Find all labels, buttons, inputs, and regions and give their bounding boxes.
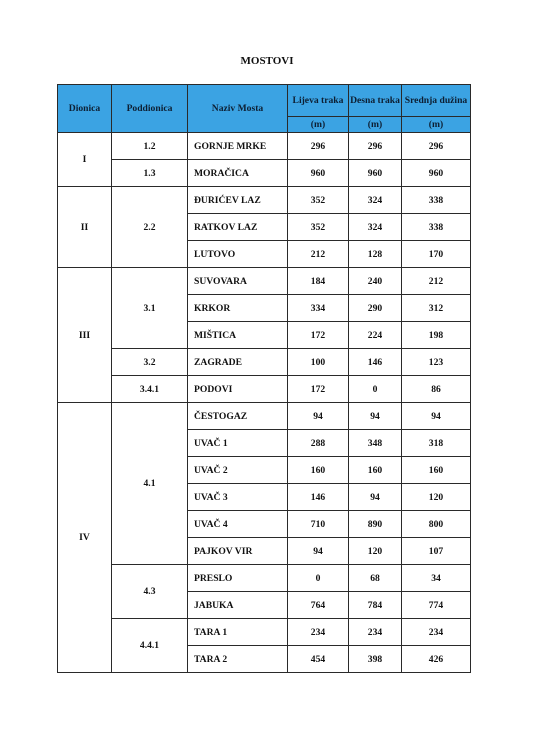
lijeva-traka-cell: 184 <box>288 268 349 295</box>
srednja-duzina-cell: 774 <box>402 592 471 619</box>
poddionica-cell: 1.2 <box>112 133 188 160</box>
desna-traka-cell: 398 <box>349 646 402 673</box>
document-title: MOSTOVI <box>240 55 294 67</box>
desna-traka-cell: 296 <box>349 133 402 160</box>
dionica-cell: IV <box>58 403 112 673</box>
srednja-duzina-cell: 198 <box>402 322 471 349</box>
header-poddionica: Poddionica <box>112 85 188 133</box>
bridge-name-cell: ĐURIĆEV LAZ <box>188 187 288 214</box>
srednja-duzina-cell: 338 <box>402 187 471 214</box>
desna-traka-cell: 290 <box>349 295 402 322</box>
bridge-name-cell: LUTOVO <box>188 241 288 268</box>
poddionica-cell: 2.2 <box>112 187 188 268</box>
bridge-name-cell: ZAGRADE <box>188 349 288 376</box>
dionica-cell: II <box>58 187 112 268</box>
lijeva-traka-cell: 288 <box>288 430 349 457</box>
poddionica-cell: 3.1 <box>112 268 188 349</box>
srednja-duzina-cell: 234 <box>402 619 471 646</box>
header-unit-lijeva: (m) <box>288 117 349 133</box>
srednja-duzina-cell: 296 <box>402 133 471 160</box>
table-row <box>58 565 471 592</box>
header-unit-srednja: (m) <box>402 117 471 133</box>
lijeva-traka-cell: 212 <box>288 241 349 268</box>
lijeva-traka-cell: 454 <box>288 646 349 673</box>
bridge-name-cell: KRKOR <box>188 295 288 322</box>
srednja-duzina-cell: 34 <box>402 565 471 592</box>
srednja-duzina-cell: 960 <box>402 160 471 187</box>
srednja-duzina-cell: 312 <box>402 295 471 322</box>
desna-traka-cell: 348 <box>349 430 402 457</box>
bridge-name-cell: PRESLO <box>188 565 288 592</box>
header-srednja-duzina: Srednja dužina <box>402 85 471 117</box>
srednja-duzina-cell: 107 <box>402 538 471 565</box>
bridge-name-cell: SUVOVARA <box>188 268 288 295</box>
bridge-name-cell: UVAČ 2 <box>188 457 288 484</box>
bridge-name-cell: ČESTOGAZ <box>188 403 288 430</box>
bridge-name-cell: MORAČICA <box>188 160 288 187</box>
header-naziv-mosta: Naziv Mosta <box>188 85 288 133</box>
lijeva-traka-cell: 296 <box>288 133 349 160</box>
desna-traka-cell: 120 <box>349 538 402 565</box>
lijeva-traka-cell: 146 <box>288 484 349 511</box>
dionica-cell: III <box>58 268 112 403</box>
lijeva-traka-cell: 960 <box>288 160 349 187</box>
srednja-duzina-cell: 800 <box>402 511 471 538</box>
header-lijeva-traka: Lijeva traka <box>288 85 349 117</box>
srednja-duzina-cell: 338 <box>402 214 471 241</box>
poddionica-cell: 4.3 <box>112 565 188 619</box>
table-row <box>58 160 471 187</box>
bridges-table <box>57 84 471 673</box>
srednja-duzina-cell: 86 <box>402 376 471 403</box>
desna-traka-cell: 324 <box>349 214 402 241</box>
srednja-duzina-cell: 426 <box>402 646 471 673</box>
bridge-name-cell: TARA 1 <box>188 619 288 646</box>
lijeva-traka-cell: 94 <box>288 403 349 430</box>
srednja-duzina-cell: 318 <box>402 430 471 457</box>
desna-traka-cell: 146 <box>349 349 402 376</box>
dionica-cell: I <box>58 133 112 187</box>
desna-traka-cell: 784 <box>349 592 402 619</box>
bridge-name-cell: UVAČ 3 <box>188 484 288 511</box>
lijeva-traka-cell: 160 <box>288 457 349 484</box>
desna-traka-cell: 128 <box>349 241 402 268</box>
lijeva-traka-cell: 764 <box>288 592 349 619</box>
poddionica-cell: 4.4.1 <box>112 619 188 673</box>
desna-traka-cell: 960 <box>349 160 402 187</box>
header-dionica: Dionica <box>58 85 112 133</box>
desna-traka-cell: 68 <box>349 565 402 592</box>
table-row <box>58 133 471 160</box>
bridge-name-cell: PODOVI <box>188 376 288 403</box>
lijeva-traka-cell: 334 <box>288 295 349 322</box>
lijeva-traka-cell: 172 <box>288 322 349 349</box>
lijeva-traka-cell: 94 <box>288 538 349 565</box>
poddionica-cell: 3.2 <box>112 349 188 376</box>
lijeva-traka-cell: 352 <box>288 214 349 241</box>
desna-traka-cell: 94 <box>349 484 402 511</box>
table-row <box>58 403 471 430</box>
bridge-name-cell: TARA 2 <box>188 646 288 673</box>
bridge-name-cell: MIŠTICA <box>188 322 288 349</box>
srednja-duzina-cell: 120 <box>402 484 471 511</box>
desna-traka-cell: 0 <box>349 376 402 403</box>
bridge-name-cell: UVAČ 1 <box>188 430 288 457</box>
table-row <box>58 187 471 214</box>
lijeva-traka-cell: 710 <box>288 511 349 538</box>
poddionica-cell: 4.1 <box>112 403 188 565</box>
srednja-duzina-cell: 160 <box>402 457 471 484</box>
lijeva-traka-cell: 172 <box>288 376 349 403</box>
poddionica-cell: 1.3 <box>112 160 188 187</box>
bridge-name-cell: RATKOV LAZ <box>188 214 288 241</box>
lijeva-traka-cell: 0 <box>288 565 349 592</box>
header-unit-desna: (m) <box>349 117 402 133</box>
lijeva-traka-cell: 352 <box>288 187 349 214</box>
lijeva-traka-cell: 100 <box>288 349 349 376</box>
desna-traka-cell: 224 <box>349 322 402 349</box>
desna-traka-cell: 94 <box>349 403 402 430</box>
table-row <box>58 619 471 646</box>
lijeva-traka-cell: 234 <box>288 619 349 646</box>
desna-traka-cell: 324 <box>349 187 402 214</box>
srednja-duzina-cell: 123 <box>402 349 471 376</box>
bridge-name-cell: UVAČ 4 <box>188 511 288 538</box>
desna-traka-cell: 890 <box>349 511 402 538</box>
table-row <box>58 349 471 376</box>
header-desna-traka: Desna traka <box>349 85 402 117</box>
bridge-name-cell: GORNJE MRKE <box>188 133 288 160</box>
desna-traka-cell: 240 <box>349 268 402 295</box>
srednja-duzina-cell: 94 <box>402 403 471 430</box>
srednja-duzina-cell: 170 <box>402 241 471 268</box>
desna-traka-cell: 160 <box>349 457 402 484</box>
table-body <box>58 133 471 673</box>
bridge-name-cell: JABUKA <box>188 592 288 619</box>
desna-traka-cell: 234 <box>349 619 402 646</box>
table-row <box>58 268 471 295</box>
srednja-duzina-cell: 212 <box>402 268 471 295</box>
bridge-name-cell: PAJKOV VIR <box>188 538 288 565</box>
table-row <box>58 376 471 403</box>
poddionica-cell: 3.4.1 <box>112 376 188 403</box>
